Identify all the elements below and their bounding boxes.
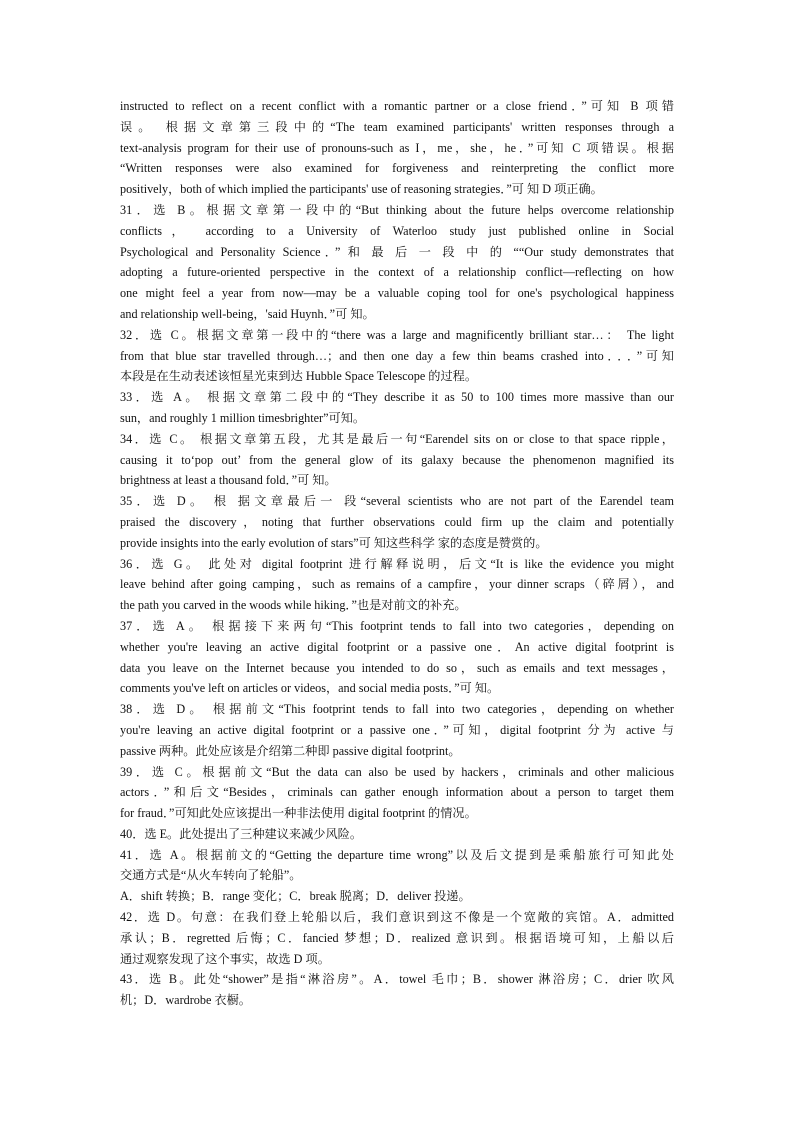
text-line: 42．选 D。句意：在我们登上轮船以后，我们意识到这不像是一个宽敞的宾馆。A．admitted (120, 910, 674, 925)
text-line: 41．选 A。根据前文的“Getting the departure time wrong”以及后文提到是乘船旅行可知此处 (120, 847, 674, 862)
text-line: comments you've left on articles or videos，and social media posts．”可 知。 (120, 681, 500, 696)
text-line: brightness at least a thousand fold．”可 知。 (120, 473, 337, 488)
text-line: leave behind after going camping，such as remains of a campfire，your dinner scraps（碎屑），and (120, 577, 674, 592)
text-line: passive 两种。此处应该是介绍第二种即 passive digital footprint。 (120, 743, 461, 758)
text-line: 承认；B．regretted 后悔；C．fancied 梦想；D．realized 意识到。根据语境可知，上船以后 (120, 930, 674, 945)
text-line: praised the discovery，noting that further observations could firm up the claim and potentially (120, 514, 674, 529)
text-line: positively，both of which implied the participants' use of reasoning strategies．”可 知 D 项正确。 (120, 182, 603, 197)
text-line: 31．选 B。根据文章第一段中的“But thinking about the future helps overcome relationship (120, 202, 674, 217)
text-line: provide insights into the early evolution of stars”可 知这些科学 家的态度是赞赏的。 (120, 535, 548, 550)
text-line: whether you're leaving an active digital footprint or a passive one．An active digital footprint is (120, 639, 674, 654)
text-line: text-analysis program for their use of pronouns-such as I，me，she，he．”可知 C 项错误。根据 (120, 140, 674, 155)
text-line: 34．选 C。 根据文章第五段，尤其是最后一句“Earendel sits on or close to that space ripple， (120, 431, 674, 446)
text-line: instructed to reflect on a recent conflict with a romantic partner or a close friend．”可知 B 项错 (120, 99, 674, 113)
text-line: 机；D．wardrobe 衣橱。 (120, 993, 251, 1008)
text-line: conflicts， according to a University of Waterloo study just published online in Social (120, 223, 674, 238)
text-line: 36．选 G。 此处对 digital footprint 进行解释说明，后文“It is like the evidence you might (120, 556, 674, 571)
text-line: 误。 根据文章第三段中的“The team examined participants' written responses through a (120, 119, 674, 134)
text-line: 交通方式是“从火车转向了轮船”。 (120, 868, 302, 883)
text-line: adopting a future-oriented perspective in the context of a relationship conflict—reflecting on how (120, 265, 674, 280)
text-line: 35．选 D。 根 据文章最后一 段“several scientists who are not part of the Earendel team (120, 494, 674, 509)
text-line: sun，and roughly 1 million timesbrighter”可知。 (120, 410, 366, 425)
text-line: for fraud．”可知此处应该提出一种非法使用 digital footprint 的情况。 (120, 806, 477, 821)
text-line: and relationship well-being，'said Huynh．”可 知。 (120, 306, 375, 321)
text-line: you're leaving an active digital footprint or a passive one．”可知，digital footprint 分为 active 与 (120, 722, 674, 737)
text-line: from that blue star travelled through…；and then one day a few thin beams crashed into．．．”可知 (120, 348, 674, 363)
text-line: 39．选 C。根据前文“But the data can also be used by hackers，criminals and other malicious (120, 764, 674, 779)
text-line: causing it to‘pop out’ from the general glow of its galaxy because the phenomenon magnified its (120, 452, 674, 467)
text-line: 43．选 B。此处“shower”是指“淋浴房”。A．towel 毛巾；B．shower 淋浴房；C．drier 吹风 (120, 972, 674, 987)
text-line: A．shift 转换；B．range 变化；C．break 脱离；D．deliver 投递。 (120, 889, 471, 904)
text-line: 32．选 C。根据文章第一段中的“there was a large and magnificently brilliant star…： The light (120, 327, 674, 342)
text-line: 37．选 A。 根据接下来两句“This footprint tends to fall into two categories，depending on (120, 618, 674, 633)
answer-explanations-body (120, 96, 674, 1011)
text-line: 40．选 E。此处提出了三种建议来减少风险。 (120, 826, 363, 841)
text-line: Psychological and Personality Science．” 和 最 后 一 段 中 的 ““Our study demonstrates that (120, 244, 674, 259)
text-line: 通过观察发现了这个事实，故选 D 项。 (120, 951, 330, 966)
text-line: data you leave on the Internet because you intended to do so，such as emails and text messages， (120, 660, 674, 675)
text-line: one might feel a year from now—may be a valuable coping tool for one's psychological happiness (120, 286, 674, 301)
text-line: 33．选 A。 根据文章第二段中的“They describe it as 50 to 100 times more massive than our (120, 390, 674, 405)
text-line: 38．选 D。 根据前文“This footprint tends to fall into two categories，depending on whether (120, 702, 674, 717)
text-line: actors．”和后文“Besides，criminals can gather enough information about a person to target them (120, 785, 674, 800)
text-line: 本段是在生动表述该恒星光束到达 Hubble Space Telescope 的过程。 (120, 369, 478, 384)
text-line: “Written responses were also examined for forgiveness and reinterpreting the conflict more (120, 161, 674, 176)
text-line: the path you carved in the woods while hiking．”也是对前文的补充。 (120, 598, 467, 613)
